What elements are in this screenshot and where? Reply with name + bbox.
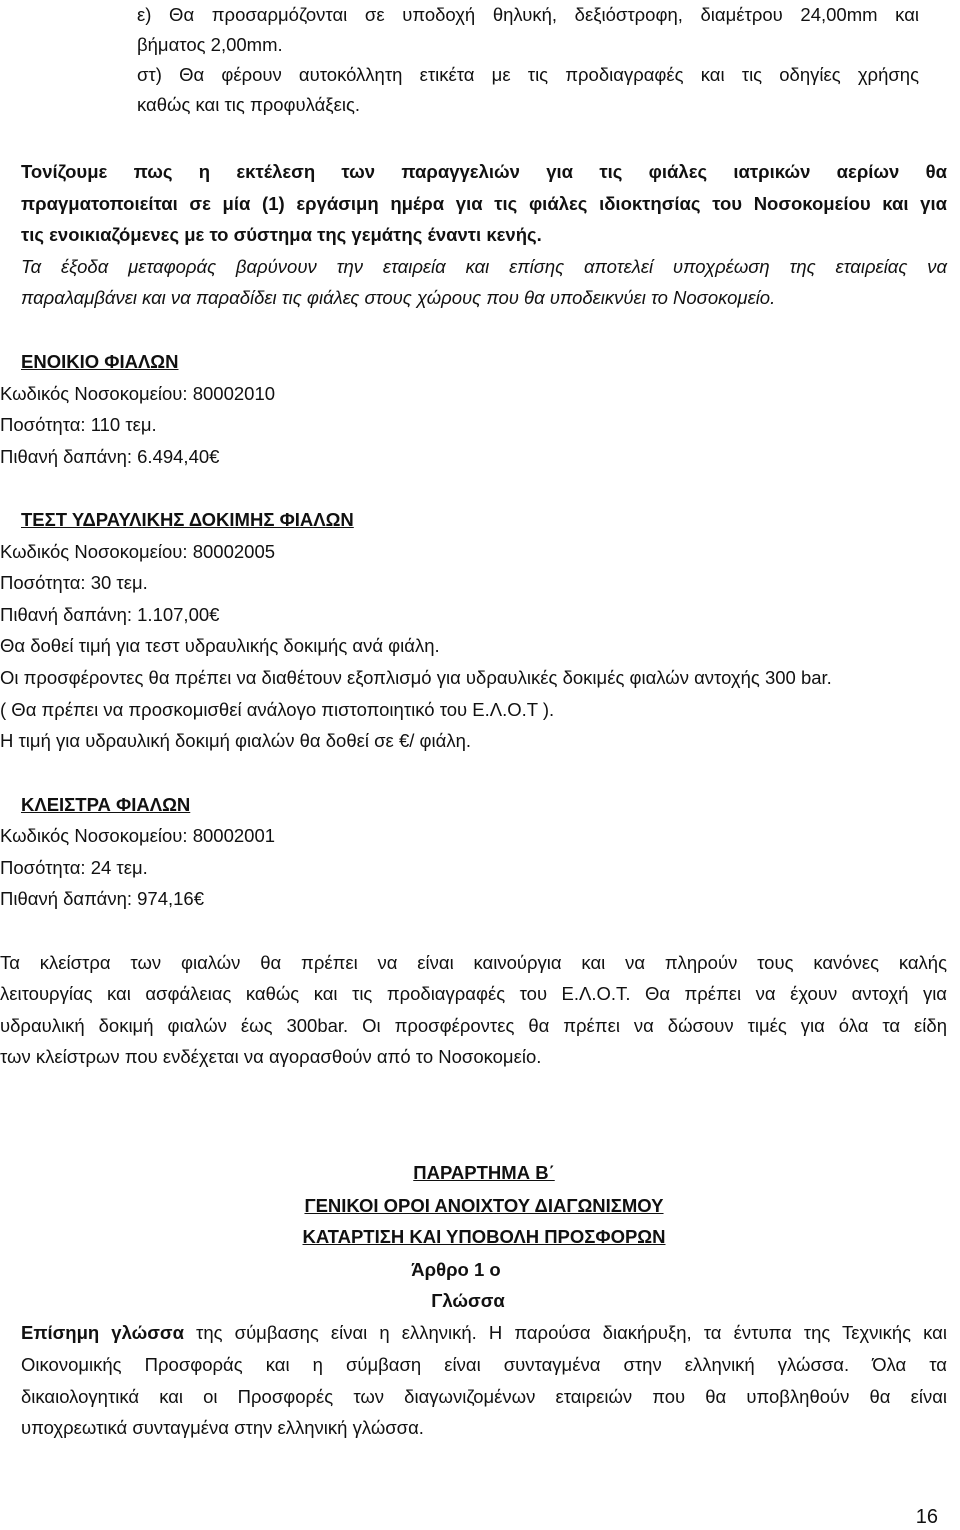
article-title: Γλώσσα bbox=[431, 1290, 505, 1311]
hydro-test-note4-b: / φιάλη. bbox=[409, 730, 471, 751]
emphasis-bold-line3: τις ενοικιαζόμενες με το σύστημα της γεμάτης έναντι κενής. bbox=[21, 224, 542, 245]
article-number: Άρθρο 1 ο bbox=[411, 1259, 501, 1280]
emphasis-italic-line2: παραλαμβάνει και να παραδίδει τις φιάλες στους χώρους που θα υποδεικνύει το Νοσοκομείο. bbox=[21, 287, 776, 308]
valves-paragraph-line3: υδραυλική δοκιμή φιαλών έως 300bar. Οι προσφέροντες θα πρέπει να δώσουν τιμές για όλα τα είδη bbox=[0, 1015, 947, 1036]
annex-subtitle-1: ΓΕΝΙΚΟΙ ΟΡΟΙ ΑΝΟΙΧΤΟΥ ΔΙΑΓΩΝΙΣΜΟΥ bbox=[304, 1195, 664, 1216]
valves-cost-text: Πιθανή δαπάνη: 974,16 bbox=[0, 888, 194, 909]
hydro-test-cost-text: Πιθανή δαπάνη: 1.107,00 bbox=[0, 604, 210, 625]
hydro-test-note3: ( Θα πρέπει να προσκομισθεί ανάλογο πιστοποιητικό του Ε.Λ.Ο.Τ ). bbox=[0, 699, 555, 720]
language-line1-text: της σύμβασης είναι η ελληνική. Η παρούσα διακήρυξη, τα έντυπα της Τεχνικής και bbox=[183, 1322, 947, 1343]
rental-title: ΕΝΟΙΚΙΟ ΦΙΑΛΩΝ bbox=[21, 351, 179, 372]
hydro-test-note4-a: Η τιμή για υδραυλική δοκιμή φιαλών θα δοθεί σε bbox=[0, 730, 394, 751]
hydro-test-title: ΤΕΣΤ ΥΔΡΑΥΛΙΚΗΣ ΔΟΚΙΜΗΣ ΦΙΑΛΩΝ bbox=[21, 509, 354, 530]
emphasis-bold-line1: Τονίζουμε πως η εκτέλεση των παραγγελιών για τις φιάλες ιατρικών αερίων θα bbox=[21, 161, 947, 182]
page-number: 16 bbox=[915, 1506, 938, 1528]
valves-quantity: Ποσότητα: 24 τεμ. bbox=[0, 857, 148, 878]
rental-quantity: Ποσότητα: 110 τεμ. bbox=[0, 414, 157, 435]
valves-code: Κωδικός Νοσοκομείου: 80002001 bbox=[0, 825, 276, 846]
language-paragraph-line4: υποχρεωτικά συνταγμένα στην ελληνική γλώσσα. bbox=[21, 1417, 424, 1438]
language-paragraph-line1 bbox=[21, 1320, 947, 1346]
rental-cost bbox=[0, 444, 219, 470]
euro-sign: € bbox=[209, 604, 220, 625]
language-paragraph-line3: δικαιολογητικά και οι Προσφορές των διαγωνιζομένων εταιρειών που θα υποβληθούν θα είναι bbox=[21, 1386, 947, 1407]
language-paragraph-line2: Οικονομικής Προσφοράς και η σύμβαση είναι συνταγμένα στην ελληνική γλώσσα. Όλα τα bbox=[21, 1354, 947, 1375]
rental-cost-text: Πιθανή δαπάνη: 6.494,40 bbox=[0, 446, 210, 467]
hydro-test-quantity: Ποσότητα: 30 τεμ. bbox=[0, 572, 148, 593]
annex-title: ΠΑΡΑΡΤΗΜΑ Β΄ bbox=[413, 1162, 555, 1183]
valves-title: ΚΛΕΙΣΤΡΑ ΦΙΑΛΩΝ bbox=[21, 794, 191, 815]
rental-code: Κωδικός Νοσοκομείου: 80002010 bbox=[0, 383, 276, 404]
annex-subtitle-2: ΚΑΤΑΡΤΙΣΗ ΚΑΙ ΥΠΟΒΟΛΗ ΠΡΟΣΦΟΡΩΝ bbox=[302, 1226, 666, 1247]
item-st-line1: στ) Θα φέρουν αυτοκόλλητη ετικέτα με τις προδιαγραφές και τις οδηγίες χρήσης bbox=[137, 64, 919, 85]
hydro-test-note4 bbox=[0, 728, 471, 754]
valves-paragraph-line4: των κλείστρων που ενδέχεται να αγορασθούν από το Νοσοκομείο. bbox=[0, 1046, 542, 1067]
euro-sign: € bbox=[193, 888, 205, 909]
hydro-test-code: Κωδικός Νοσοκομείου: 80002005 bbox=[0, 541, 276, 562]
item-st-line2: καθώς και τις προφυλάξεις. bbox=[137, 94, 361, 115]
official-language-label: Επίσημη γλώσσα bbox=[21, 1322, 184, 1343]
emphasis-italic-line1: Τα έξοδα μεταφοράς βαρύνουν την εταιρεία και επίσης αποτελεί υποχρέωση της εταιρείας να bbox=[21, 256, 947, 277]
valves-cost bbox=[0, 886, 204, 912]
euro-sign: € bbox=[398, 730, 410, 751]
item-e-line1: ε) Θα προσαρμόζονται σε υποδοχή θηλυκή, δεξιόστροφη, διαμέτρου 24,00mm και bbox=[137, 4, 919, 25]
valves-paragraph-line1: Τα κλείστρα των φιαλών θα πρέπει να είναι καινούργια και να πληρούν τους κανόνες καλής bbox=[0, 952, 947, 973]
hydro-test-note1: Θα δοθεί τιμή για τεστ υδραυλικής δοκιμής ανά φιάλη. bbox=[0, 635, 440, 656]
emphasis-bold-line2: πραγματοποιείται σε μία (1) εργάσιμη ημέρα για τις φιάλες ιδιοκτησίας του Νοσοκομείου και για bbox=[21, 193, 947, 214]
valves-paragraph-line2: λειτουργίας και ασφάλειας καθώς και τις προδιαγραφές του Ε.Λ.Ο.Τ. Θα πρέπει να έχουν αντοχή για bbox=[0, 983, 947, 1004]
item-e-line2: βήματος 2,00mm. bbox=[137, 34, 283, 55]
hydro-test-note2: Οι προσφέροντες θα πρέπει να διαθέτουν εξοπλισμό για υδραυλικές δοκιμές φιαλών αντοχής 300 bar. bbox=[0, 667, 832, 688]
euro-sign: € bbox=[209, 446, 220, 467]
hydro-test-cost bbox=[0, 602, 219, 628]
